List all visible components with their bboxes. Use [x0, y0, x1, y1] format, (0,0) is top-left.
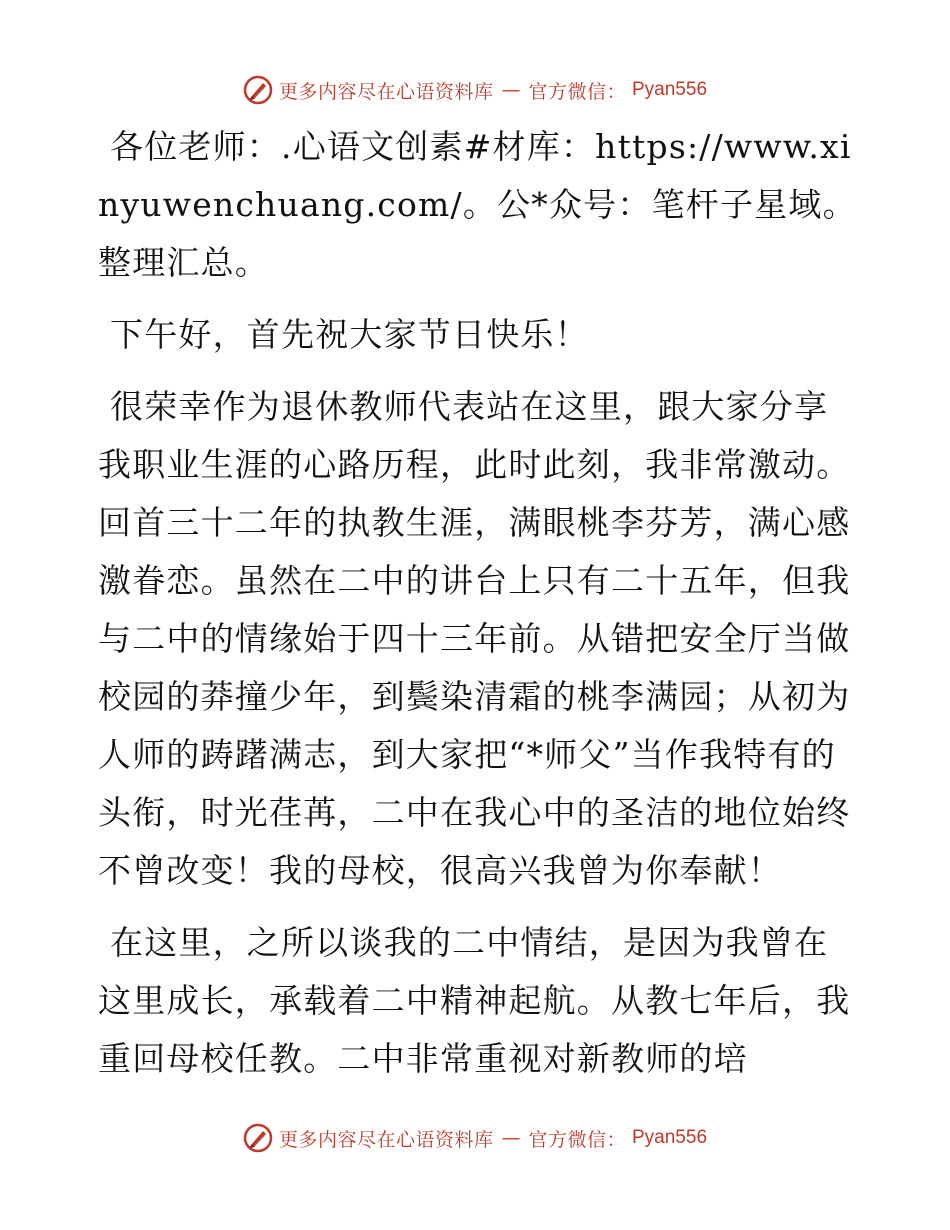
- header-banner: [0, 70, 950, 110]
- footer-site-text: 更多内容尽在心语资料库: [278, 1128, 494, 1151]
- header-dash: —: [501, 79, 521, 101]
- footer-wechat-label: 官方微信：: [528, 1128, 626, 1151]
- header-wechat-id: Pyan556: [632, 79, 708, 100]
- footer-dash: —: [501, 1127, 521, 1149]
- paragraph-main: 很荣幸作为退休教师代表站在这里，跟大家分享我职业生涯的心路历程，此时此刻，我非常激动。回首三十二年的执教生涯，满眼桃李芬芳，满心感激眷恋。虽然在二中的讲台上只有二十五年，但我与二中的情缘始于四十三年前。从错把安全厅当做校园的莽撞少年，到鬓染清霜的桃李满园；从初为人师的踌躇满志，到大家把“*师父”当作我特有的头衔，时光荏苒，二中在我心中的圣洁的地位始终不曾改变！我的母校，很高兴我曾为你奉献！: [98, 387, 851, 890]
- paragraph-story: 在这里，之所以谈我的二中情结，是因为我曾在这里成长，承载着二中精神起航。从教七年后，我重回母校任教。二中非常重视对新教师的培: [98, 923, 851, 1078]
- footer-banner: [0, 1118, 950, 1158]
- pen-logo-icon: [243, 75, 273, 105]
- paragraph-intro: 各位老师：.心语文创素#材库：https://www.xinyuwenchuang.com/。公*众号：笔杆子星域。整理汇总。: [98, 127, 857, 282]
- document-body: [98, 118, 858, 1102]
- footer-wechat-id: Pyan556: [632, 1127, 708, 1148]
- header-wechat-label: 官方微信：: [528, 80, 626, 103]
- header-site-text: 更多内容尽在心语资料库: [278, 80, 494, 103]
- pen-logo-icon: [243, 1123, 273, 1153]
- paragraph-greeting: 下午好，首先祝大家节日快乐！: [110, 315, 589, 354]
